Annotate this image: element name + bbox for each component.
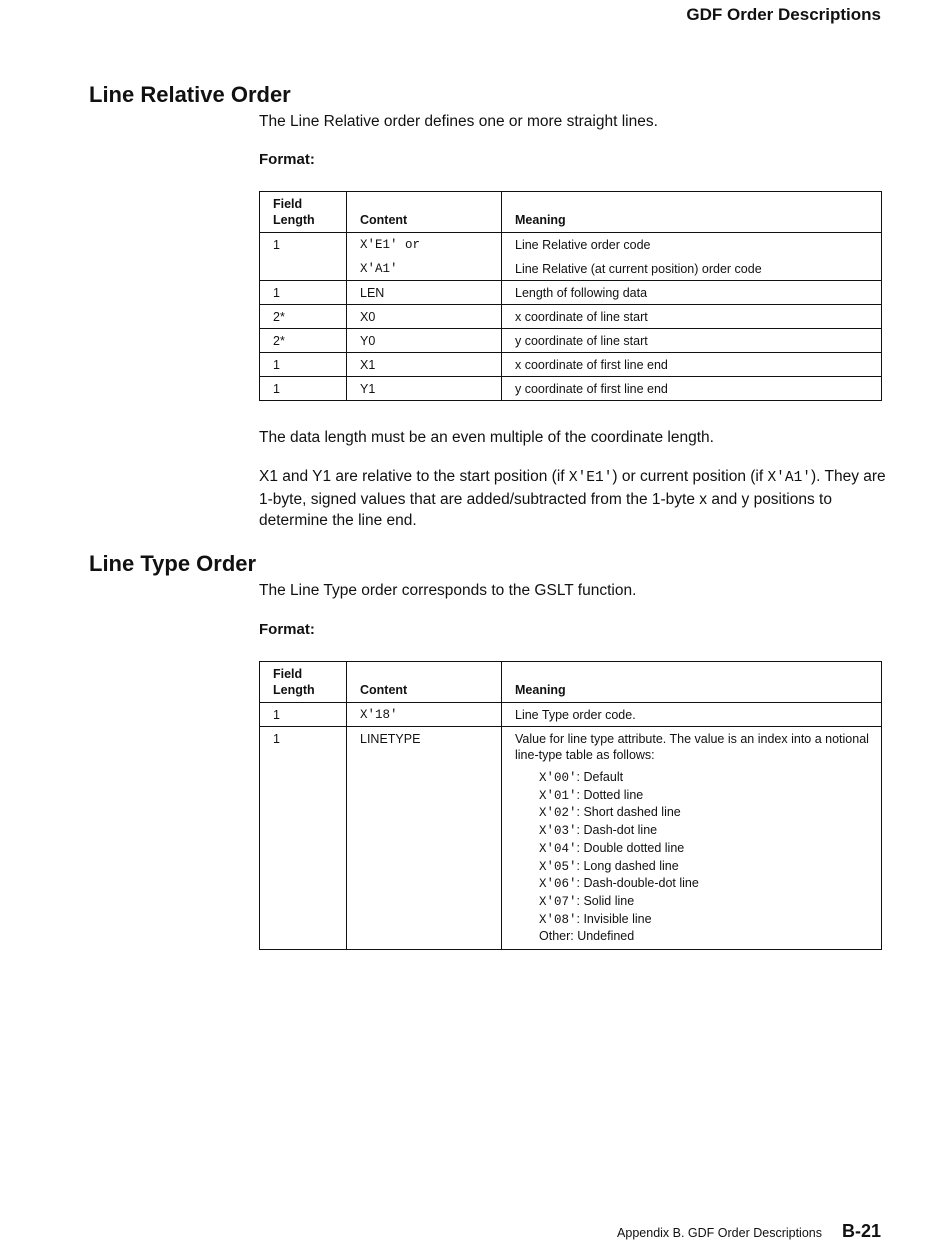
table-row [260,727,882,950]
linetype-label: : Dotted line [576,787,644,802]
section-title-line-type: Line Type Order [89,551,257,576]
header-field-length [260,192,347,233]
linetype-value-item [539,858,875,876]
note-code: X'E1' [568,470,613,486]
cell-meaning [502,233,882,281]
content-line: X'E1' or [360,238,421,252]
linetype-label: : Default [576,770,624,784]
header-field-length [260,662,347,703]
cell-meaning [502,727,882,950]
header-length-label: Length [273,213,315,227]
cell-meaning: x coordinate of line start [502,305,882,329]
linetype-label: : Solid line [576,893,635,908]
footer-text: Appendix B. GDF Order Descriptions [617,1226,822,1240]
header-content: Content [347,192,502,233]
cell-content [347,233,502,281]
note-text: ) or current position (if [612,468,768,485]
section-title-line-relative: Line Relative Order [89,82,291,107]
linetype-code: X'00' [539,771,577,785]
intro-line-relative: The Line Relative order defines one or more straight lines. [259,113,658,130]
header-content: Content [347,662,502,703]
cell-meaning: Line Type order code. [502,703,882,727]
header-meaning: Meaning [502,662,882,703]
table-row [260,377,882,401]
linetype-value-item [539,875,875,893]
note-relative-position [259,466,889,531]
linetype-value-item [539,893,875,911]
linetype-value-item [539,822,875,840]
linetype-label: : Double dotted line [576,840,685,855]
cell-length: 1 [260,353,347,377]
cell-length: 2* [260,305,347,329]
table-row [260,703,882,727]
linetype-description: Value for line type attribute. The value is an index into a notional line-type table as follows: [515,732,869,762]
note-data-length: The data length must be an even multiple of the coordinate length. [259,429,714,446]
linetype-code: X'06' [539,877,577,892]
cell-length: 1 [260,703,347,727]
header-length-label: Length [273,683,315,697]
note-code: X'A1' [767,470,811,486]
content-line: X'A1' [360,262,398,276]
linetype-label: : Short dashed line [576,805,681,820]
header-field-label: Field [273,197,303,211]
cell-content: X1 [347,353,502,377]
linetype-label: : Dash-double-dot line [576,876,699,891]
linetype-label: : Long dashed line [576,858,679,873]
linetype-value-item [539,804,875,822]
format-label-2: Format: [259,621,315,638]
cell-content: X'18' [347,703,502,727]
linetype-values-list [539,769,875,945]
table-row [260,305,882,329]
linetype-label: Other: Undefined [539,929,635,944]
meaning-line: Line Relative (at current position) order code [515,262,762,276]
header-field-label: Field [273,667,303,681]
format-table-line-relative [259,191,882,401]
linetype-code: X'04' [539,841,577,856]
cell-meaning: y coordinate of line start [502,329,882,353]
linetype-code: X'07' [539,894,577,909]
table-row [260,353,882,377]
format-label-1: Format: [259,151,315,168]
cell-content: Y0 [347,329,502,353]
note-text: ). They are 1-byte, signed values that are added/subtracted from the 1-byte x and y positions to determine the line end. [259,468,886,529]
cell-meaning: Length of following data [502,281,882,305]
intro-line-type: The Line Type order corresponds to the GSLT function. [259,582,637,599]
table-row [260,281,882,305]
cell-content: X0 [347,305,502,329]
cell-content: LINETYPE [347,727,502,950]
cell-meaning: y coordinate of first line end [502,377,882,401]
linetype-value-item [539,787,875,805]
linetype-code: X'02' [539,806,577,821]
table-header-row [260,192,882,233]
cell-content: Y1 [347,377,502,401]
header-meaning: Meaning [502,192,882,233]
table-row [260,329,882,353]
cell-length: 1 [260,281,347,305]
page-number: B-21 [841,1221,881,1241]
linetype-code: X'08' [539,912,577,927]
cell-meaning: x coordinate of first line end [502,353,882,377]
cell-length: 1 [260,377,347,401]
cell-length: 1 [260,233,347,281]
table-header-row [260,662,882,703]
note-text: X1 and Y1 are relative to the start position (if [259,468,569,485]
cell-length: 2* [260,329,347,353]
linetype-value-item [539,840,875,858]
table-row [260,233,882,281]
linetype-value-item [539,769,875,787]
linetype-label: : Dash-dot line [576,823,658,838]
cell-length: 1 [260,727,347,950]
linetype-value-item [539,911,875,929]
cell-content: LEN [347,281,502,305]
linetype-code: X'05' [539,859,577,874]
linetype-code: X'03' [539,824,577,839]
meaning-line: Line Relative order code [515,238,651,252]
linetype-label: : Invisible line [576,911,652,926]
linetype-code: X'01' [539,788,577,803]
running-head: GDF Order Descriptions [686,5,881,24]
format-table-line-type [259,661,882,950]
linetype-value-item [539,928,875,945]
